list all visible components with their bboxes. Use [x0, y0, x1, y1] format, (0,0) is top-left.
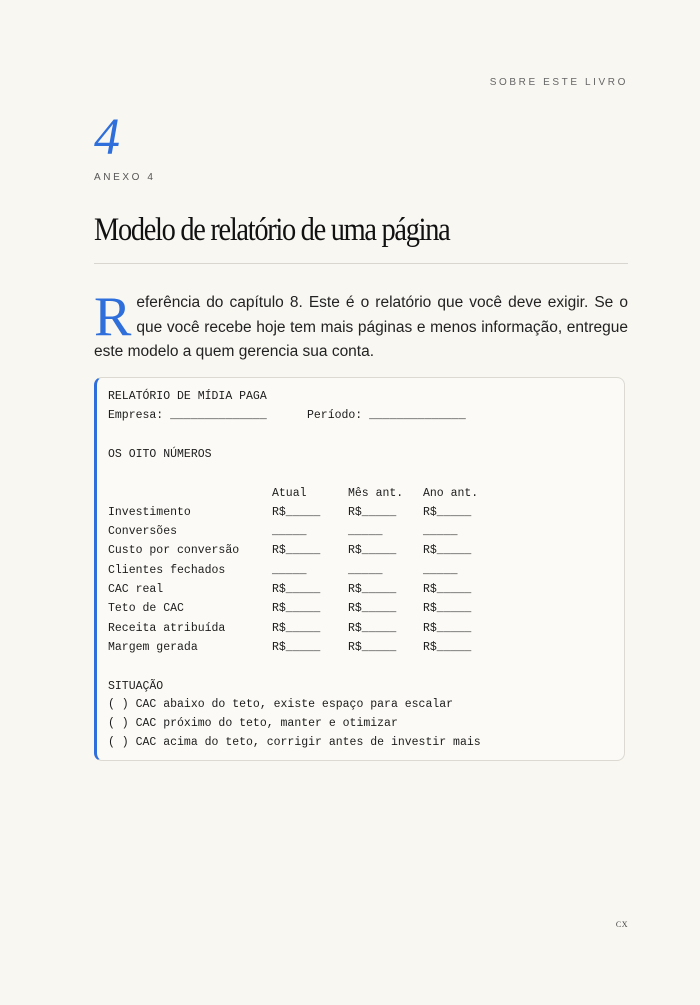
row-cell: R$_____: [423, 544, 472, 557]
page-title: Modelo de relatório de uma página: [94, 212, 450, 248]
row-label: Teto de CAC: [108, 602, 184, 615]
book-page: [94, 0, 628, 1005]
row-cell: R$_____: [272, 622, 321, 635]
row-cell: R$_____: [348, 602, 397, 615]
row-label: Investimento: [108, 506, 191, 519]
row-label: Receita atribuída: [108, 622, 226, 635]
column-header-previous-month: Mês ant.: [348, 487, 404, 500]
period-field: Período: ______________: [307, 409, 466, 422]
row-cell: R$_____: [423, 506, 472, 519]
column-header-current: Atual: [272, 487, 307, 500]
row-cell: R$_____: [272, 544, 321, 557]
report-template-box: [94, 377, 625, 761]
intro-paragraph: [94, 286, 628, 365]
section-status-heading: SITUAÇÃO: [108, 680, 164, 693]
row-label: CAC real: [108, 583, 164, 596]
row-cell: R$_____: [272, 641, 321, 654]
status-option-below-ceiling: ( ) CAC abaixo do teto, existe espaço para escalar: [108, 698, 454, 711]
company-field: Empresa: ______________: [108, 409, 267, 422]
row-label: Custo por conversão: [108, 544, 240, 557]
row-cell: R$_____: [423, 622, 472, 635]
row-cell: R$_____: [348, 506, 397, 519]
intro-text: eferência do capítulo 8. Este é o relatório que você deve exigir. Se o que você recebe hoje tem mais páginas e menos informação, entregue este modelo a quem gerencia sua conta.: [94, 294, 628, 360]
row-cell: R$_____: [423, 583, 472, 596]
row-cell: _____: [272, 525, 307, 538]
running-head: SOBRE ESTE LIVRO: [489, 77, 628, 88]
row-cell: _____: [423, 564, 458, 577]
row-cell: _____: [272, 564, 307, 577]
status-option-near-ceiling: ( ) CAC próximo do teto, manter e otimizar: [108, 717, 398, 730]
row-cell: R$_____: [348, 583, 397, 596]
status-option-above-ceiling: ( ) CAC acima do teto, corrigir antes de investir mais: [108, 736, 481, 749]
row-label: Clientes fechados: [108, 564, 226, 577]
row-cell: R$_____: [348, 622, 397, 635]
row-cell: R$_____: [272, 506, 321, 519]
row-cell: _____: [423, 525, 458, 538]
row-label: Margem gerada: [108, 641, 198, 654]
title-divider: [94, 263, 628, 264]
page-number: cx: [615, 918, 628, 930]
row-cell: R$_____: [272, 602, 321, 615]
row-cell: R$_____: [423, 602, 472, 615]
drop-cap: R: [94, 286, 132, 348]
column-header-previous-year: Ano ant.: [423, 487, 479, 500]
row-cell: R$_____: [348, 641, 397, 654]
row-cell: R$_____: [272, 583, 321, 596]
row-cell: R$_____: [423, 641, 472, 654]
row-cell: _____: [348, 525, 383, 538]
section-numbers-heading: OS OITO NÚMEROS: [108, 448, 212, 461]
annex-label: ANEXO 4: [94, 172, 156, 183]
row-cell: R$_____: [348, 544, 397, 557]
row-cell: _____: [348, 564, 383, 577]
report-heading: RELATÓRIO DE MÍDIA PAGA: [108, 390, 267, 403]
chapter-number: 4: [94, 109, 120, 166]
row-label: Conversões: [108, 525, 178, 538]
